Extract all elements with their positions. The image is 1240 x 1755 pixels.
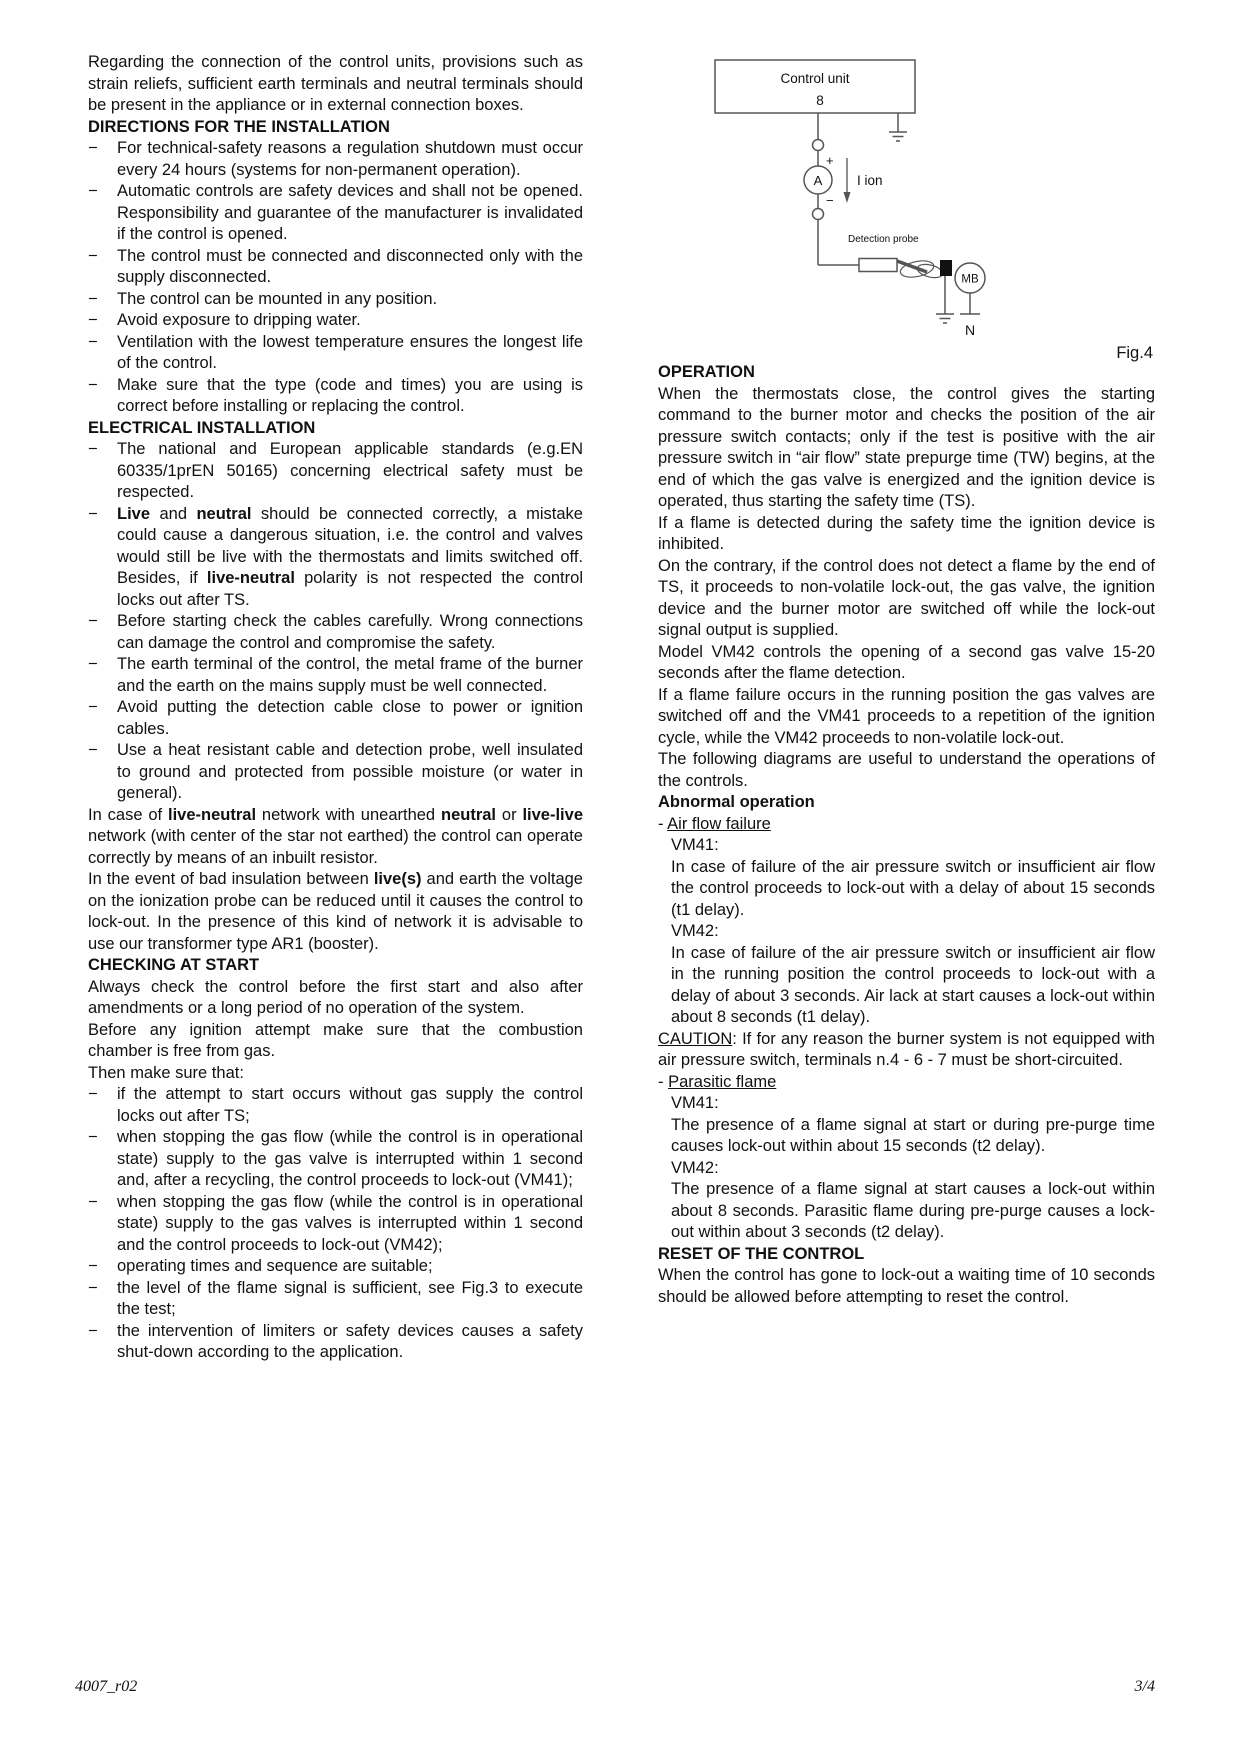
bullet-item [88, 654, 583, 697]
detection-probe-box [859, 259, 897, 272]
text-run: live-neutral [168, 805, 257, 824]
ion-current-label: I ion [857, 173, 883, 188]
earth-ground-icon [936, 314, 954, 323]
figure-4 [658, 52, 1155, 362]
paragraph [658, 749, 1155, 792]
bullet-text [117, 1256, 583, 1278]
text-run: When the control has gone to lock-out a waiting time of 10 seconds should be allowed before attempting to reset the control. [658, 1266, 1155, 1306]
figure-caption: Fig.4 [1116, 344, 1153, 362]
text-run: network with unearthed [256, 805, 441, 824]
text-run: Automatic controls are safety devices and shall not be opened. Responsibility and guarantee of the manufacturer is invalidated if the control is opened. [117, 182, 583, 243]
text-run: VM42: [671, 922, 719, 940]
document-reference: 4007_r02 [75, 1678, 138, 1695]
bullet-list [88, 138, 583, 418]
paragraph [658, 1029, 1155, 1072]
dash-bullet-icon: − [88, 1257, 98, 1275]
right-column-text [658, 362, 1155, 1308]
text-run: In case of failure of the air pressure switch or insufficient air flow the control proceeds to lock-out with a delay of about 15 seconds (t1 delay). [671, 857, 1155, 919]
text-run: CAUTION [658, 1029, 733, 1048]
dash-bullet-icon: − [88, 1278, 98, 1297]
bullet-text [117, 697, 583, 740]
paragraph [88, 869, 583, 955]
bullet-item [88, 439, 583, 504]
section-heading [658, 1244, 1155, 1266]
text-run: Live [117, 504, 151, 523]
bullet-item [88, 1256, 583, 1278]
text-run: In case of failure of the air pressure switch or insufficient air flow in the running position the control proceeds to lock-out with a delay of about 3 seconds. Air lack at start causes a lock-out within about 8 seconds (t1 delay). [671, 943, 1155, 1026]
bullet-text [117, 246, 583, 289]
section-heading [658, 362, 1155, 384]
paragraph [658, 1072, 1155, 1094]
text-run: neutral [441, 805, 497, 824]
text-run: the intervention of limiters or safety devices causes a safety shut-down according to the application. [117, 1321, 583, 1361]
text-run: The presence of a flame signal at start causes a lock-out within about 8 seconds. Parasitic flame during pre-purge causes a lock-out within about 3 seconds (t2 delay). [671, 1180, 1155, 1241]
dash-bullet-icon: − [88, 289, 98, 308]
text-run: Before starting check the cables carefully. Wrong connections can damage the control and compromise the safety. [117, 612, 583, 652]
text-run: : If for any reason the burner system is not equipped with air pressure switch, terminals n.4 - 6 - 7 must be short-circuited. [658, 1029, 1155, 1069]
dash-bullet-icon: − [88, 139, 98, 157]
burner-head-icon [940, 260, 952, 276]
dash-bullet-icon: − [88, 655, 98, 673]
paragraph [658, 814, 1155, 836]
text-run: The earth terminal of the control, the metal frame of the burner and the earth on the mains supply must be well connected. [117, 655, 583, 695]
text-run: The national and European applicable standards (e.g.EN 60335/1prEN 50165) concerning electrical safety must be respected. [117, 440, 583, 501]
text-run: and [150, 504, 197, 523]
bullet-text [117, 611, 583, 654]
burner-motor-label: MB [961, 273, 979, 286]
bullet-text [117, 375, 583, 418]
bullet-item [88, 310, 583, 332]
paragraph [88, 52, 583, 117]
bullet-list [88, 1084, 583, 1364]
section-heading [88, 117, 583, 139]
paragraph [658, 1265, 1155, 1308]
bullet-text [117, 332, 583, 375]
circuit-diagram [658, 52, 1155, 362]
paragraph [658, 642, 1155, 685]
text-run: VM41: [671, 1094, 719, 1112]
text-run: the level of the flame signal is sufficient, see Fig.3 to execute the test; [117, 1278, 583, 1318]
paragraph [658, 1093, 1155, 1115]
text-run: ELECTRICAL INSTALLATION [88, 418, 316, 437]
paragraph [658, 1115, 1155, 1158]
paragraph [658, 1158, 1155, 1180]
text-run: In the event of bad insulation between [88, 870, 374, 888]
text-run: Abnormal operation [658, 793, 815, 811]
paragraph [658, 513, 1155, 556]
bullet-text [117, 1192, 583, 1257]
section-heading [88, 955, 583, 977]
bullet-text [117, 654, 583, 697]
dash-bullet-icon: − [88, 741, 98, 759]
text-run: Always check the control before the first start and also after amendments or a long period of no operation of the system. [88, 977, 583, 1017]
text-run: Parasitic flame [668, 1072, 777, 1091]
text-run: The following diagrams are useful to understand the operations of the controls. [658, 750, 1155, 790]
terminal-circle-icon [813, 140, 824, 151]
text-run: live(s) [373, 870, 422, 888]
text-run: If a flame failure occurs in the running position the gas valves are switched off and the VM41 proceeds to a repetition of the ignition cycle, while the VM42 proceeds to non-volatile lock-out. [658, 685, 1155, 747]
bullet-item [88, 1278, 583, 1321]
text-run: network (with center of the star not earthed) the control can operate correctly by means of an inbuilt resistor. [88, 827, 583, 867]
bullet-text [117, 439, 583, 504]
text-run: VM42: [671, 1158, 719, 1177]
text-run: DIRECTIONS FOR THE INSTALLATION [88, 117, 390, 136]
dash-bullet-icon: − [88, 504, 98, 523]
text-run: CHECKING AT START [88, 956, 260, 974]
text-run: The control must be connected and disconnected only with the supply disconnected. [117, 246, 583, 286]
text-run: operating times and sequence are suitable; [117, 1257, 433, 1275]
dash-bullet-icon: − [88, 182, 98, 200]
dash-bullet-icon: − [88, 375, 98, 394]
dash-bullet-icon: − [88, 440, 98, 458]
text-run: When the thermostats close, the control gives the starting command to the burner motor and checks the position of the air pressure switch contacts; only if the test is positive with the air pressure switch in “air flow” state prepurge time (TW) begins, at the end of which the gas valve is energized and the ignition device is operated, thus starting the safety time (TS). [658, 384, 1155, 510]
dash-bullet-icon: − [88, 311, 98, 329]
left-column [88, 52, 583, 1364]
bullet-item [88, 697, 583, 740]
text-run: Make sure that the type (code and times) you are using is correct before installing or replacing the control. [117, 375, 583, 415]
text-run: polarity is not respected the control locks out after TS. [117, 569, 583, 609]
text-run: If a flame is detected during the safety time the ignition device is inhibited. [658, 513, 1155, 553]
text-run: neutral [196, 504, 252, 523]
control-unit-label: Control unit [780, 71, 850, 86]
dash-bullet-icon: − [88, 1085, 98, 1103]
bullet-item [88, 1192, 583, 1257]
bullet-text [117, 504, 583, 612]
page-footer [75, 1676, 1155, 1698]
paragraph [88, 1063, 583, 1085]
bullet-item [88, 740, 583, 805]
text-run: RESET OF THE CONTROL [658, 1244, 865, 1263]
paragraph [658, 943, 1155, 1029]
text-run: when stopping the gas flow (while the control is in operational state) supply to the gas valves is interrupted within 1 second and the control proceeds to lock-out (VM42); [117, 1192, 583, 1254]
text-run: VM41: [671, 836, 719, 854]
text-run: In case of [88, 805, 169, 824]
bullet-text [117, 1321, 583, 1364]
text-run: Ventilation with the lowest temperature ensures the longest life of the control. [117, 332, 583, 372]
dash-bullet-icon: − [88, 246, 98, 265]
section-heading [658, 792, 1155, 814]
text-run: For technical-safety reasons a regulation shutdown must occur every 24 hours (systems for non-permanent operation). [117, 139, 583, 179]
dash-bullet-icon: − [88, 1128, 98, 1146]
text-run: live-live [522, 805, 583, 824]
text-run: and earth the voltage on the ionization probe can be reduced until it causes the control to lock-out. In the presence of this kind of network it is advisable to use our transformer type AR1 (booster). [88, 870, 583, 953]
dash-bullet-icon: − [88, 612, 98, 630]
text-run: Then make sure that: [88, 1063, 244, 1082]
bullet-item [88, 504, 583, 612]
section-heading [88, 418, 583, 440]
text-run: Avoid exposure to dripping water. [117, 311, 361, 329]
paragraph [658, 857, 1155, 922]
paragraph [88, 1020, 583, 1063]
text-run: when stopping the gas flow (while the control is in operational state) supply to the gas valve is interrupted within 1 second and, after a recycling, the control proceeds to lock-out (VM41); [117, 1128, 583, 1189]
paragraph [658, 556, 1155, 642]
text-run: Avoid putting the detection cable close to power or ignition cables. [117, 698, 583, 738]
text-run: On the contrary, if the control does not detect a flame by the end of TS, it proceeds to non-volatile lock-out, the gas valve, the ignition device and the burner motor are switched off while the lock-out signal output is supplied. [658, 556, 1155, 639]
paragraph [658, 1179, 1155, 1244]
paragraph [88, 805, 583, 870]
text-run: if the attempt to start occurs without gas supply the control locks out after TS; [117, 1085, 583, 1125]
dash-bullet-icon: − [88, 1321, 98, 1340]
text-run: should be connected correctly, a mistake could cause a dangerous situation, i.e. the control and valves would still be live with the thermostats and limits switched off. Besides, if [117, 504, 583, 587]
text-run: Regarding the connection of the control units, provisions such as strain reliefs, sufficient earth terminals and neutral terminals should be present in the appliance or in external connection boxes. [88, 53, 583, 114]
ammeter-label: A [813, 173, 823, 188]
bullet-text [117, 289, 583, 311]
terminal-circle-icon [813, 209, 824, 220]
bullet-item [88, 289, 583, 311]
neutral-label: N [964, 322, 976, 338]
text-run: The presence of a flame signal at start or during pre-purge time causes lock-out within about 15 seconds (t2 delay). [671, 1115, 1155, 1155]
bullet-text [117, 1127, 583, 1192]
bullet-item [88, 181, 583, 246]
minus-label: − [826, 193, 834, 208]
bullet-item [88, 375, 583, 418]
text-run: OPERATION [658, 363, 755, 381]
right-column [658, 52, 1155, 1364]
bullet-item [88, 1321, 583, 1364]
dash-bullet-icon: − [88, 698, 98, 716]
text-run: Air flow failure [667, 814, 771, 833]
bullet-item [88, 1127, 583, 1192]
text-run: - [658, 1072, 669, 1091]
plus-label: + [826, 153, 834, 168]
paragraph [88, 977, 583, 1020]
text-run: Model VM42 controls the opening of a second gas valve 15-20 seconds after the flame detection. [658, 642, 1155, 682]
text-run: The control can be mounted in any position. [117, 289, 438, 308]
dash-bullet-icon: − [88, 332, 98, 351]
bullet-text [117, 1084, 583, 1127]
bullet-text [117, 1278, 583, 1321]
text-run: or [496, 805, 523, 824]
bullet-item [88, 138, 583, 181]
bullet-item [88, 1084, 583, 1127]
detection-probe-label: Detection probe [848, 234, 919, 245]
bullet-text [117, 740, 583, 805]
paragraph [658, 835, 1155, 857]
bullet-text [117, 181, 583, 246]
text-run: live-neutral [206, 569, 295, 587]
bullet-item [88, 611, 583, 654]
bullet-list [88, 439, 583, 805]
bullet-text [117, 138, 583, 181]
bullet-item [88, 246, 583, 289]
paragraph [658, 685, 1155, 750]
paragraph [658, 384, 1155, 513]
text-run: - [658, 814, 668, 833]
bullet-text [117, 310, 583, 332]
terminal-8-label: 8 [816, 93, 824, 108]
dash-bullet-icon: − [88, 1192, 98, 1211]
bullet-item [88, 332, 583, 375]
paragraph [658, 921, 1155, 943]
text-run: Before any ignition attempt make sure that the combustion chamber is free from gas. [88, 1020, 583, 1060]
earth-ground-icon [889, 132, 907, 141]
control-unit-box [715, 60, 915, 113]
text-run: Use a heat resistant cable and detection probe, well insulated to ground and protected from possible moisture (or water in general). [117, 741, 583, 802]
page-number: 3/4 [1134, 1678, 1155, 1695]
